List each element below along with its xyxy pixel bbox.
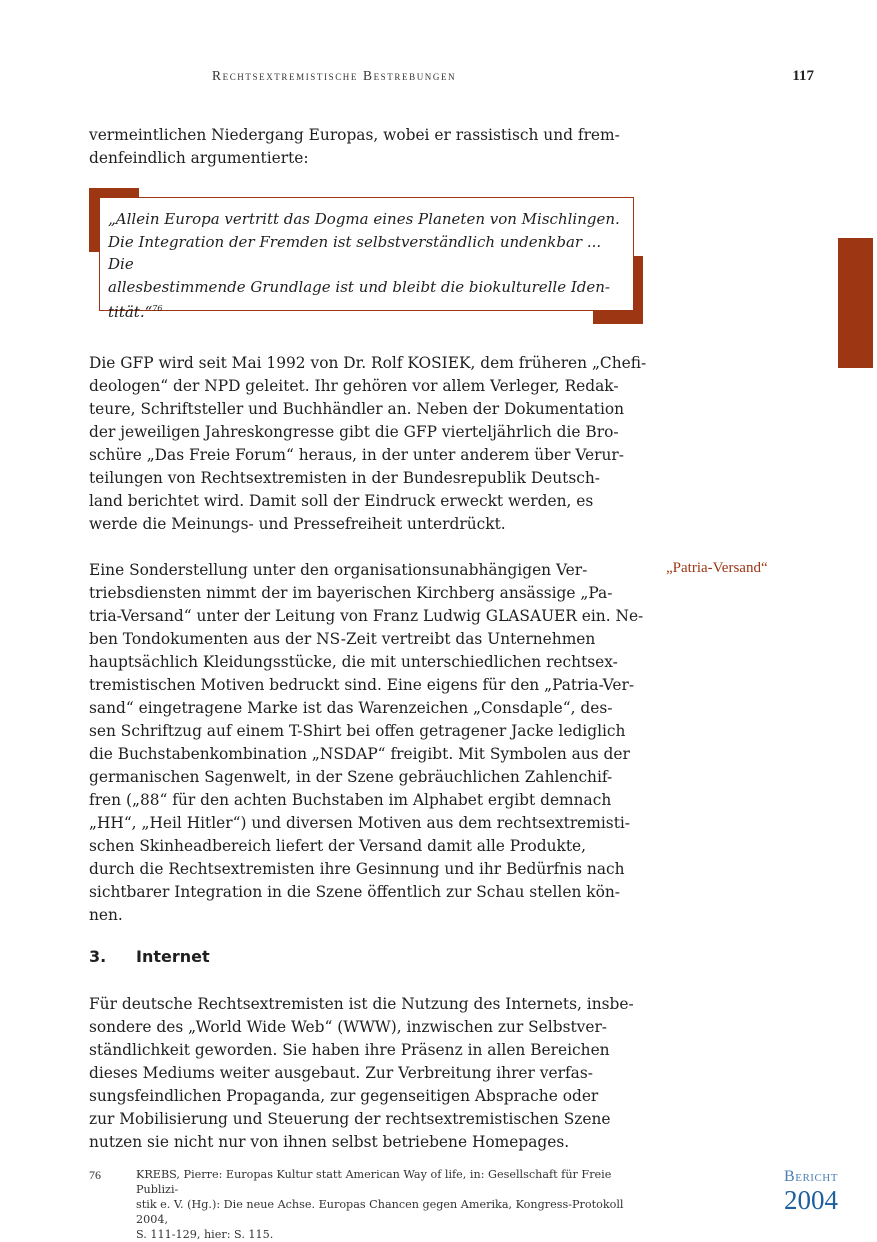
chapter-side-tab xyxy=(838,238,873,368)
quote-body: „Allein Europa vertritt das Dogma eines Planeten von Mischlingen. Die Integration der Fremden ist selbstverständlich undenkbar ... Die allesbestimmende Grundlage ist und bleibt die biokulturelle Iden- tität.“ xyxy=(108,210,620,322)
section-title: Internet xyxy=(136,947,210,966)
footnote-reference[interactable]: 76 xyxy=(152,304,163,314)
logo-word: Bericht xyxy=(784,1168,838,1185)
bericht-logo xyxy=(776,1168,846,1214)
logo-year: 2004 xyxy=(784,1185,838,1215)
section-number: 3. xyxy=(89,947,107,966)
quote-text xyxy=(108,208,623,324)
footnote-number: 76 xyxy=(89,1168,101,1182)
quote-box xyxy=(99,197,634,322)
paragraph-patria: Eine Sonderstellung unter den organisationsunabhängigen Ver- triebsdiensten nimmt der im bayerischen Kirchberg ansässige „Pa- tria-Versand“ unter der Leitung von Franz Ludwig GLASAUER ein. Ne- ben Tondokumenten aus der NS-Zeit vertreibt das Unternehmen hauptsächlich Kleidungsstücke, die mit unterschiedlichen rechtsex- tremistischen Motiven bedruckt sind. Eine eigens für den „Patria-Ver- sand“ eingetragene Marke ist das Warenzeichen „Consdaple“, des- sen Schriftzug auf einem T-Shirt bei offen getragener Jacke lediglich die Buchstabenkombination „NSDAP“ freigibt. Mit Symbolen aus der germanischen Sagenwelt, in der Szene gebräuchlichen Zahlenchif- fren („88“ für den achten Buchstaben im Alphabet ergibt demnach „HH“, „Heil Hitler“) und diversen Motiven aus dem rechtsextremisti- schen Skinheadbereich liefert der Versand damit alle Produkte, durch die Rechtsextremisten ihre Gesinnung und ihr Bedürfnis nach sichtbarer Integration in die Szene öffentlich zur Schau stellen kön- nen. xyxy=(89,561,644,924)
running-header-title: Rechtsextremistische Bestrebungen xyxy=(212,68,457,83)
section-heading xyxy=(89,947,210,966)
page-number: 117 xyxy=(792,68,814,84)
footnote-text: KREBS, Pierre: Europas Kultur statt American Way of life, in: Gesellschaft für Freie Publizi- stik e. V. (Hg.): Die neue Achse. Europas Chancen gegen Amerika, Kongress-Protokoll 2004, S. 111-129, hier: S. 115. xyxy=(136,1168,624,1241)
intro-paragraph: vermeintlichen Niedergang Europas, wobei er rassistisch und frem- denfeindlich argumentierte: xyxy=(89,126,620,167)
margin-note: „Patria-Versand“ xyxy=(666,560,768,576)
paragraph-gfp: Die GFP wird seit Mai 1992 von Dr. Rolf KOSIEK, dem früheren „Chefi- deologen“ der NPD geleitet. Ihr gehören vor allem Verleger, Redak- teure, Schriftsteller und Buchhändler an. Neben der Dokumentation der jeweiligen Jahreskongresse gibt die GFP vierteljährlich die Bro- schüre „Das Freie Forum“ heraus, in der unter anderem über Verur- teilungen von Rechtsextremisten in der Bundesrepublik Deutsch- land berichtet wird. Damit soll der Eindruck erweckt werden, es werde die Meinungs- und Pressefreiheit unterdrückt. xyxy=(89,354,647,533)
paragraph-internet: Für deutsche Rechtsextremisten ist die Nutzung des Internets, insbe- sondere des „World Wide Web“ (WWW), inzwischen zur Selbstver- ständlichkeit geworden. Sie haben ihre Präsenz in allen Bereichen dieses Mediums weiter ausgebaut. Zur Verbreitung ihrer verfas- sungsfeindlichen Propaganda, zur gegenseitigen Absprache oder zur Mobilisierung und Steuerung der rechtsextremistischen Szene nutzen sie nicht nur von ihnen selbst betriebene Homepages. xyxy=(89,995,634,1151)
